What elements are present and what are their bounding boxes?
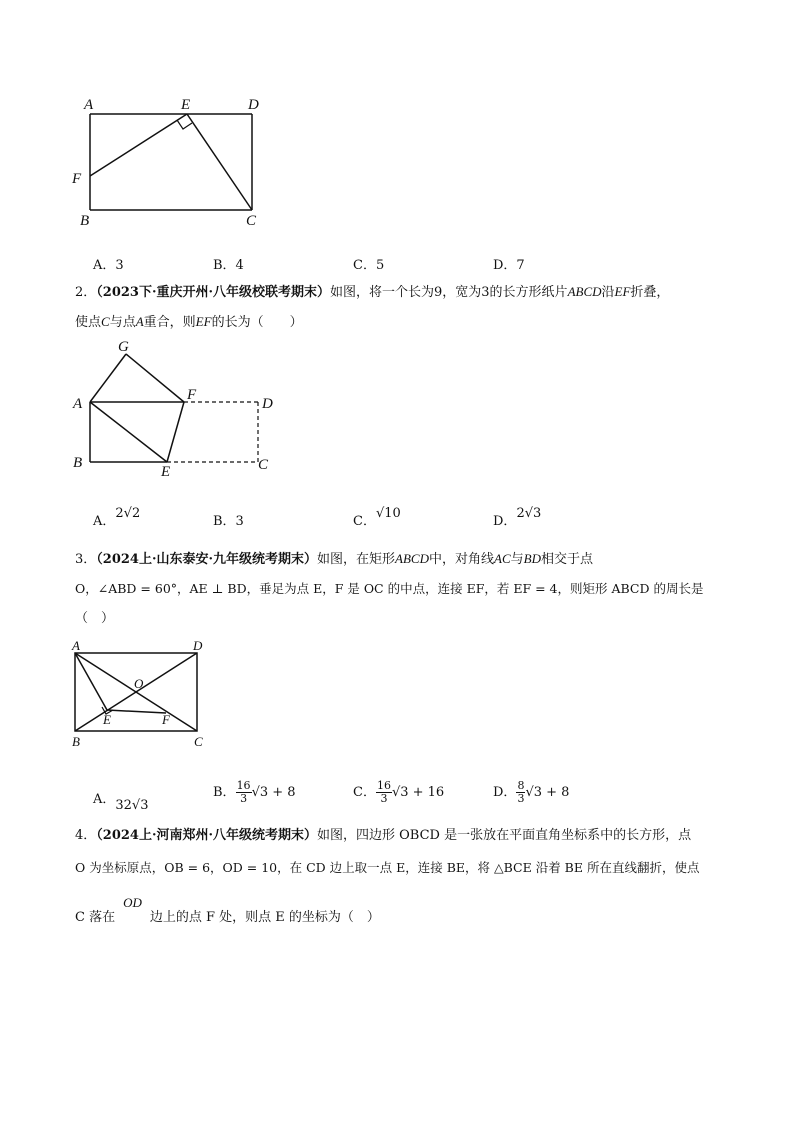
q4-line-3 [75,895,380,927]
q3-option-b-den: 3 [240,792,248,805]
q2-option-d-label: D． [493,514,517,529]
fig3-label-C: C [194,734,203,749]
q3-option-d-num: 8 [517,779,525,792]
q3-number: 3． [75,552,97,567]
q3-option-a-label: A． [93,792,116,807]
q3-option-b-num: 16 [236,779,251,792]
q2-text-c: 折叠， [630,285,670,300]
q2-math-abcd: ABCD [567,284,602,299]
q3-option-b-tail: √3 + 8 [251,785,296,800]
q4-number: 4． [75,828,97,843]
q2-option-a-value: 2√2 [115,506,141,521]
q4-text-b: C 落在 [75,910,116,925]
q2-math-ef2: EF [195,314,212,329]
fig3-label-F: F [162,712,170,727]
q1-option-a[interactable]: A．3 [93,258,124,273]
fig3-label-D: D [193,638,203,653]
q2-text-g: 的长为（ ） [211,315,303,330]
q3-line-3: （ ） [75,611,115,626]
q4-line-1 [75,827,691,845]
q3-math-ac: AC [494,551,511,566]
q3-option-c-den: 3 [380,792,388,805]
fig3-label-E: E [103,712,111,727]
q1-option-c[interactable]: C．5 [353,258,385,273]
q2-option-d-value: 2√3 [516,506,542,521]
q2-text-d: 使点 [75,315,102,330]
q3-text-c: 与 [510,552,524,567]
q2-text-b: 沿 [601,285,615,300]
fig3-label-B: B [72,734,80,749]
q3-option-d-den: 3 [517,792,525,805]
q3-text-b: 中，对角线 [428,552,494,567]
q3-option-c-label: C． [353,785,376,800]
q1-option-d[interactable]: D．7 [493,258,525,273]
q3-option-c-fraction [376,780,392,805]
q2-number: 2． [75,285,97,300]
fig2-label-D: D [262,396,273,412]
fig3-label-A: A [72,638,80,653]
fig1-label-A: A [84,97,94,113]
q3-option-d[interactable] [493,780,569,805]
q2-source: （2023下·重庆开州·八年级校联考期末） [96,285,331,300]
q3-option-d-tail: √3 + 8 [525,785,570,800]
q2-math-a: A [135,314,144,329]
fig2-label-B: B [73,455,83,471]
q2-option-a-label: A． [93,514,116,529]
fig2-label-F: F [187,387,197,403]
q3-text-a: 如图，在矩形 [317,552,396,567]
fig2-label-E: E [161,464,171,480]
q3-text-d: 相交于点 [540,552,593,567]
fig3-label-O: O [134,676,144,691]
fig1-label-F: F [72,171,82,187]
fig1-label-D: D [248,97,259,113]
q3-option-b-label: B． [213,785,236,800]
q3-option-b-fraction [236,780,252,805]
fig2-label-G: G [118,339,129,355]
q2-text-f: 重合，则 [143,315,196,330]
q2-math-ef: EF [614,284,631,299]
q3-option-a[interactable] [93,788,149,813]
q3-option-b[interactable] [213,780,296,805]
q3-math-bd: BD [523,551,541,566]
q3-line-2: O，∠ABD = 60°，AE ⊥ BD，垂足为点 E，F 是 OC 的中点，连接 EF，若 EF = 4，则矩形 ABCD 的周长是 [75,581,704,596]
fig1-label-C: C [246,213,257,229]
q4-text-c: 边上的点 F 处，则点 E 的坐标为（ ） [149,910,380,925]
q3-option-c-num: 16 [376,779,391,792]
q2-text-a: 如图，将一个长为9，宽为3的长方形纸片 [330,285,568,300]
q3-math-abcd: ABCD [395,551,429,566]
fig1-label-E: E [181,97,191,113]
q3-option-d-label: D． [493,785,517,800]
q4-line-2: O 为坐标原点，OB = 6，OD = 10，在 CD 边上取一点 E，连接 BE，将 △BCE 沿着 BE 所在直线翻折，使点 [75,860,700,875]
q3-option-a-value: 32√3 [115,798,149,813]
q1-option-b[interactable]: B．4 [213,258,244,273]
q2-option-b[interactable]: B．3 [213,514,244,529]
q4-source: （2024上·河南郑州·八年级统考期末） [96,828,318,843]
q3-option-c-tail: √3 + 16 [391,785,445,800]
q2-option-c-label: C． [353,514,376,529]
fig1-label-B: B [80,213,90,229]
q2-text-e: 与点 [109,315,136,330]
q2-math-c: C [101,314,110,329]
q3-option-c[interactable] [353,780,444,805]
fig2-label-A: A [73,396,83,412]
q4-math-od: OD [123,895,142,910]
fig2-label-C: C [258,457,269,473]
q3-source: （2024上·山东泰安·九年级统考期末） [96,552,318,567]
q4-text-a: 如图，四边形 OBCD 是一张放在平面直角坐标系中的长方形，点 [317,828,692,843]
q2-option-c-value: √10 [375,506,401,521]
